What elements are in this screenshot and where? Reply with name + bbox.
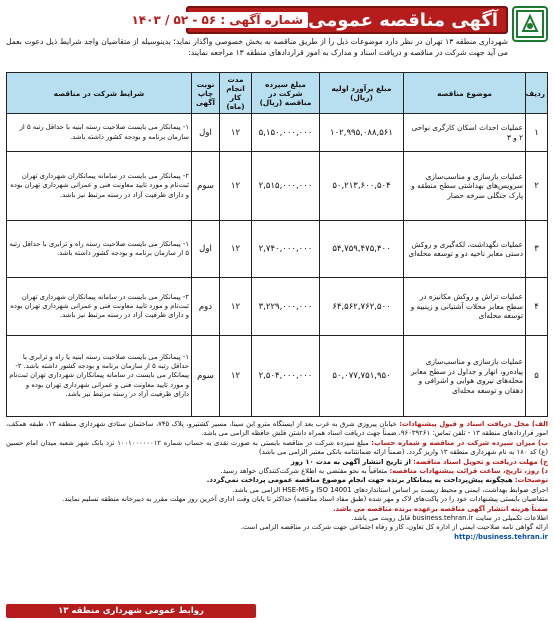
- table-row: [7, 336, 548, 417]
- note-c-title: ج) مهلت دریافت و تحویل اسناد مناقصه:: [413, 457, 548, 466]
- row-conditions: ۱- پیمانکار می بایست صلاحیت رسته راه و ترابری با حداقل رتبه ۵ از سازمان برنامه و بودجه کشور داشته باشد.: [7, 221, 192, 278]
- row-duration: ۱۲: [220, 221, 252, 278]
- note-e-title: توضیحات:: [514, 476, 548, 485]
- table-row: [7, 152, 548, 221]
- note-e: [6, 476, 548, 485]
- row-publish: سوم: [192, 152, 220, 221]
- tender-table: [6, 72, 548, 417]
- col-header-deposit: مبلغ سپرده شرکت در مناقصه (ریال): [252, 73, 320, 114]
- col-header-row: ردیف: [526, 73, 548, 114]
- note-b-title: ب) میزان سپرده شرکت در مناقصه و شماره حساب:: [371, 438, 548, 447]
- row-number: ۳: [526, 221, 548, 278]
- table-row: [7, 278, 548, 336]
- row-duration: ۱۲: [220, 336, 252, 417]
- note-f: اجرای ضوابط بهداشت، ایمنی و محیط زیست بر اساس استانداردهای ISO 14001 و HSE-MS الزامی می باشد.: [232, 485, 548, 494]
- col-header-estimate: مبلغ برآورد اولیه (ریال): [320, 73, 404, 114]
- table-row: [7, 221, 548, 278]
- row-estimate: ۵۰,۰۷۷,۷۵۱,۹۵۰: [320, 336, 404, 417]
- row-number: ۲: [526, 152, 548, 221]
- note-a: [6, 420, 548, 439]
- row-publish: سوم: [192, 336, 220, 417]
- title-banner: [131, 6, 508, 34]
- col-header-conditions: شرایط شرکت در مناقصه: [7, 73, 192, 114]
- row-estimate: ۱۰۲,۹۹۵,۰۸۸,۵۶۱: [320, 114, 404, 152]
- row-publish: اول: [192, 221, 220, 278]
- note-a-title: الف) محل دریافت اسناد و قبول پیشنهادات:: [399, 420, 548, 428]
- row-number: ۴: [526, 278, 548, 336]
- row-duration: ۱۲: [220, 278, 252, 336]
- row-subject: عملیات احداث اسکان کارگری نواحی ۲ و ۳: [404, 114, 526, 152]
- note-d-body: متعاقباً به نحو مقتضی به اطلاع شرکت‌کنندگان خواهد رسید.: [220, 467, 388, 476]
- intro-text: شهرداری منطقه ۱۳ تهران در نظر دارد موضوعات ذیل را از طریق مناقصه به بخش خصوصی واگذار نماید؛ بدینوسیله از متقاضیان واجد شرایط ذیل دعوت بعمل می آید جهت شرکت در مناقصه و دریافت اسناد و مدارک به امور قراردادهای منطقه ۱۳ مراجعه نمایند:: [6, 37, 508, 57]
- municipality-logo-icon: [512, 6, 548, 42]
- row-subject: عملیات بازسازی و مناسب‌سازی سرویس‌های بهداشتی سطح منطقه و پارک جنگلی سرخه حصار: [404, 152, 526, 221]
- note-c-body: از تاریخ انتشار آگهی به مدت ۱۰ روز: [290, 457, 411, 466]
- row-number: ۱: [526, 114, 548, 152]
- note-a-body: خیابان پیروزی شرق به غرب بعد از ایستگاه مترو ابن سینا، مسیر کشتیرو، پلاک ۷۴۵، ساختمان ستادی شهرداری منطقه ۱۳، طبقه همکف، امور قراردادهای منطقه ۱۳ - تلفن تماس: ۹۶۰۳۹۲۶۱، ضمناً جهت دریافت اسناد همراه داشتن فلش حافظه الزامی می باشد.: [6, 420, 548, 438]
- ad-number: شماره آگهی : ۵۶ - ۵۲ / ۱۴۰۳: [126, 12, 308, 28]
- note-j: ارائه گواهی نامه صلاحیت ایمنی از اداره کل تعاون، کار و رفاه اجتماعی جهت شرکت در مناقصه الزامی است.: [240, 523, 548, 532]
- row-duration: ۱۲: [220, 114, 252, 152]
- row-deposit: ۲,۵۰۴,۰۰۰,۰۰۰: [252, 336, 320, 417]
- row-deposit: ۵,۱۵۰,۰۰۰,۰۰۰: [252, 114, 320, 152]
- row-publish: دوم: [192, 278, 220, 336]
- note-e-body: هیچگونه پیش‌پرداخت به پیمانکار برنده جهت انجام موضوع مناقصه عمومی پرداخت نمی‌گردد.: [206, 476, 513, 485]
- row-deposit: ۲,۷۴۰,۰۰۰,۰۰۰: [252, 221, 320, 278]
- row-subject: عملیات بازسازی و مناسب‌سازی پیاده‌رو، انهار و جداول در سطح معابر محله‌های نیروی هوایی و اشرافی و دهقان و توسعه محله‌ای: [404, 336, 526, 417]
- ad-title: آگهی مناقصه عمومی: [308, 9, 498, 31]
- note-b-body: مبلغ سپرده شرکت در مناقصه بایستی به صورت نقدی به حساب شماره ۱۰۰۱۰۰۰۰۰۰۱۲ نزد بانک شهر شعبه میدان امام حسین (ع) کد ۱۸۰ به نام شهرداری منطقه ۱۳ واریز گردد. (ضمناً ارائه ضمانتنامه بانکی معتبر الزامی می باشد): [6, 438, 548, 457]
- note-h: ضمناً هزینه انتشار آگهی مناقصه برعهده برنده مناقصه می باشد.: [333, 504, 548, 513]
- note-c: [6, 458, 548, 467]
- header: [6, 6, 548, 57]
- row-subject: عملیات تراش و روکش مکانیزه در سطح معابر محلات آشتیانی و زینبیه و توسعه محله‌ای: [404, 278, 526, 336]
- note-i: اطلاعات تکمیلی در سایت business.tehran.ir قابل رویت می باشد.: [351, 514, 548, 523]
- note-g: متقاضیان بایستی پیشنهادات خود را در پاکت‌های لاک و مهر شده (طبق مفاد اسناد مناقصه) حداکثر تا پایان وقت اداری آخرین روز مهلت مقرر به دبیرخانه منطقه تسلیم نمایند.: [62, 495, 548, 504]
- row-duration: ۱۲: [220, 152, 252, 221]
- footer-signature: روابط عمومی شهرداری منطقه ۱۳: [6, 604, 256, 618]
- note-b: [6, 439, 548, 458]
- row-publish: اول: [192, 114, 220, 152]
- row-conditions: ۲- پیمانکار می بایست در سامانه پیمانکاران شهرداری تهران ثبت‌نام و مورد تایید معاونت فنی و عمرانی شهرداری تهران بوده و دارای ظرفیت آزاد در رسته مرتبط نیز باشد.: [7, 152, 192, 221]
- website-link[interactable]: http://business.tehran.ir: [454, 532, 548, 541]
- table-row: [7, 114, 548, 152]
- note-d-title: د) روز، تاریخ، ساعت قرائت پیشنهادات مناقصه:: [389, 467, 548, 476]
- row-deposit: ۲,۵۱۵,۰۰۰,۰۰۰: [252, 152, 320, 221]
- col-header-subject: موضوع مناقصه: [404, 73, 526, 114]
- row-estimate: ۵۴,۷۵۹,۴۷۵,۴۰۰: [320, 221, 404, 278]
- notes-section: [6, 420, 548, 542]
- row-estimate: ۵۰,۲۱۳,۶۰۰,۵۰۴: [320, 152, 404, 221]
- col-header-duration: مدت انجام کار (ماه): [220, 73, 252, 114]
- row-subject: عملیات نگهداشت، لکه‌گیری و روکش دستی معابر ناحیه دو و توسعه محله‌ای: [404, 221, 526, 278]
- table-header-row: [7, 73, 548, 114]
- row-conditions: ۱- پیمانکار می بایست صلاحیت رسته ابنیه یا راه و ترابری با حداقل رتبه ۵ از سازمان برنامه و بودجه کشور داشته باشد. ۲- پیمانکار می بایست در سامانه پیمانکاران شهرداری تهران ثبت‌نام و مورد تایید معاونت فنی و عمرانی شهرداری تهران بوده و دارای ظرفیت آزاد در رسته مرتبط نیز باشد.: [7, 336, 192, 417]
- row-estimate: ۶۴,۵۶۲,۷۶۲,۵۰۰: [320, 278, 404, 336]
- col-header-publish: نوبت چاپ آگهی: [192, 73, 220, 114]
- row-conditions: ۲- پیمانکار می بایست در سامانه پیمانکاران شهرداری تهران ثبت‌نام و مورد تایید معاونت فنی و عمرانی شهرداری تهران بوده و دارای ظرفیت آزاد در رسته مرتبط نیز باشد.: [7, 278, 192, 336]
- row-deposit: ۳,۲۲۹,۰۰۰,۰۰۰: [252, 278, 320, 336]
- row-conditions: ۱- پیمانکار می بایست صلاحیت رسته ابنیه با حداقل رتبه ۵ از سازمان برنامه و بودجه کشور داشته باشد.: [7, 114, 192, 152]
- row-number: ۵: [526, 336, 548, 417]
